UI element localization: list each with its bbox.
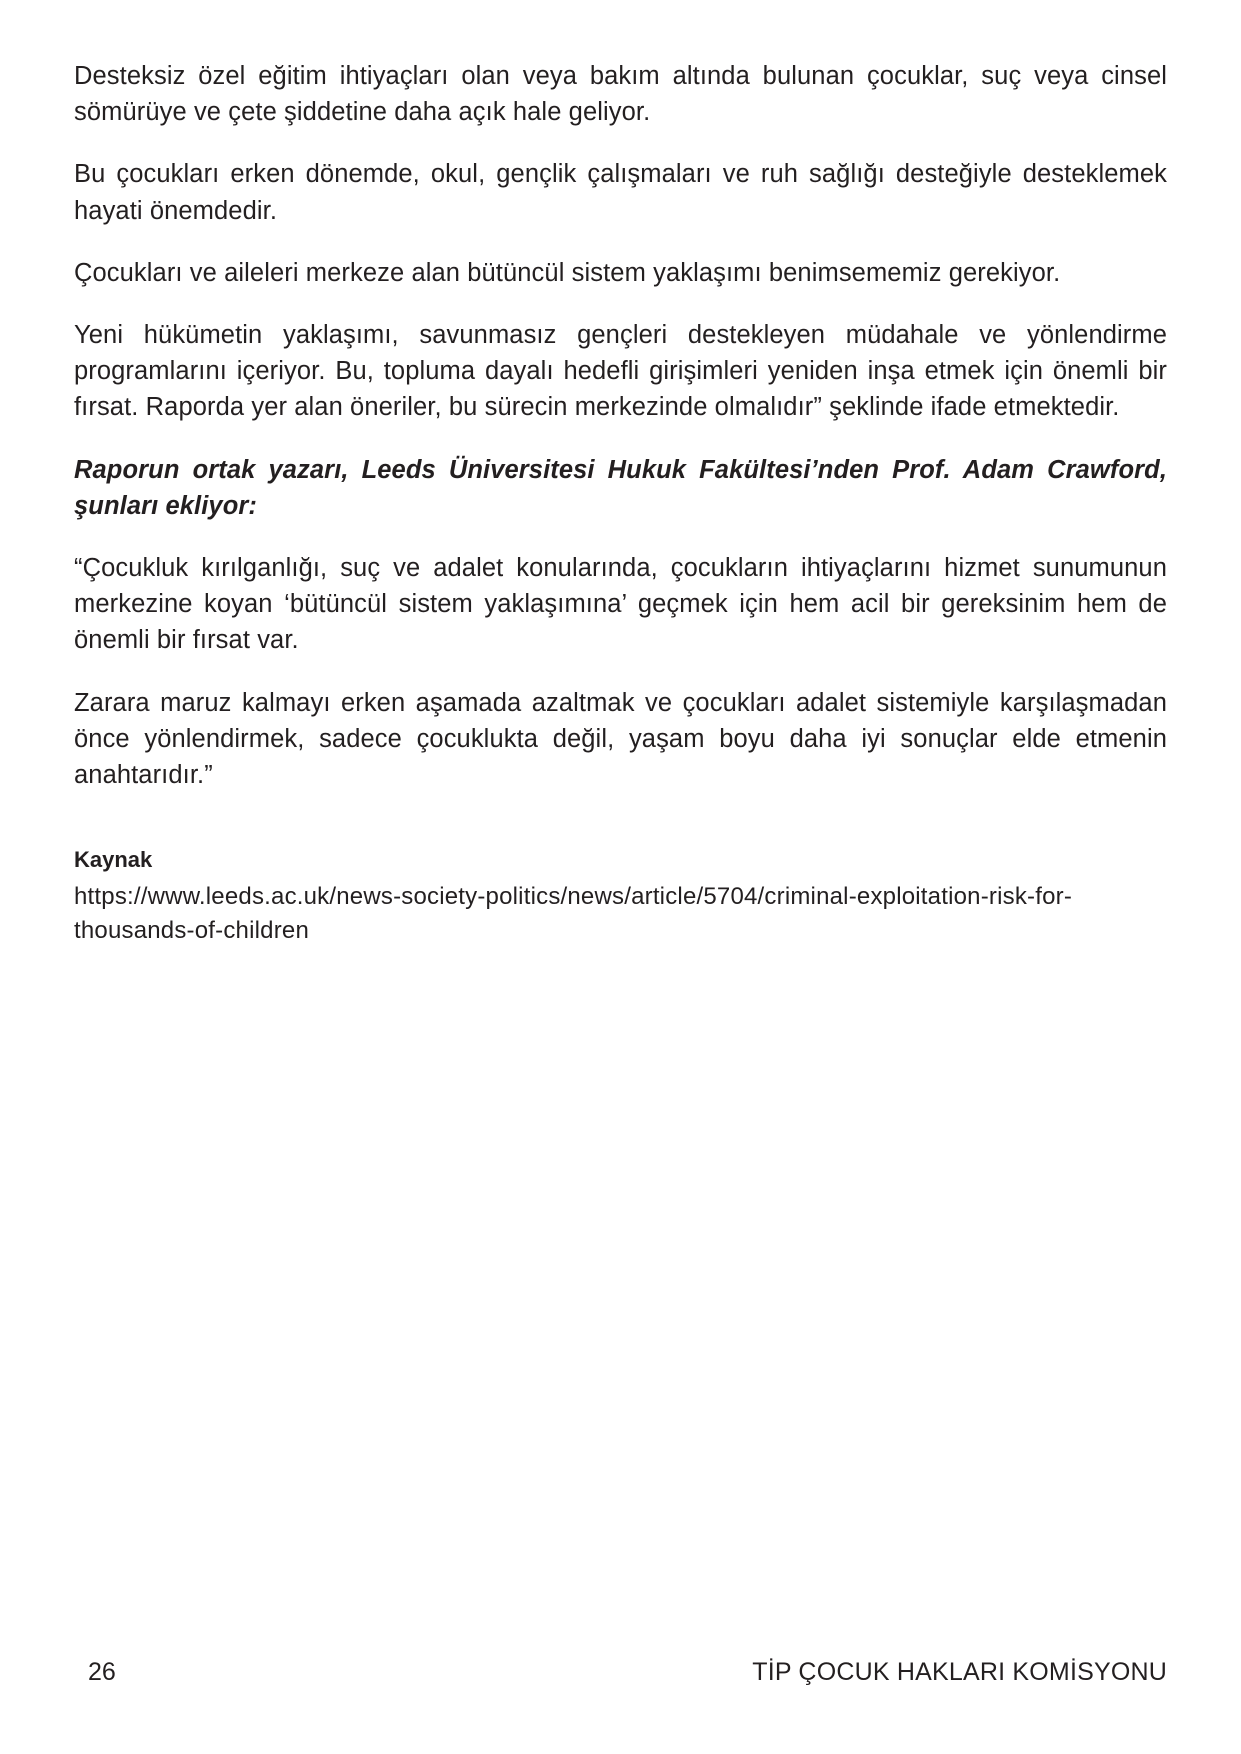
paragraph-4: Yeni hükümetin yaklaşımı, savunmasız gençleri destekleyen müdahale ve yönlendirme programlarını içeriyor. Bu, topluma dayalı hedefli girişimleri yeniden inşa etmek için önemli bir fırsat. Raporda yer alan öneriler, bu sürecin merkezinde olmalıdır” şeklinde ifade etmektedir. [74, 321, 1167, 422]
paragraph-5-attribution: Raporun ortak yazarı, Leeds Üniversitesi Hukuk Fakültesi’nden Prof. Adam Crawford, şunları ekliyor: [74, 455, 1167, 520]
paragraph-1: Desteksiz özel eğitim ihtiyaçları olan veya bakım altında bulunan çocuklar, suç veya cinsel sömürüye ve çete şiddetine daha açık hale geliyor. [74, 62, 1167, 127]
source-label: Kaynak [74, 847, 153, 873]
paragraph-2: Bu çocukları erken dönemde, okul, gençlik çalışmaları ve ruh sağlığı desteğiyle desteklemek hayati önemdedir. [74, 160, 1167, 225]
footer-title: TİP ÇOCUK HAKLARI KOMİSYONU [752, 1658, 1167, 1686]
source-block [74, 845, 1167, 948]
page-footer [74, 1658, 1167, 1692]
source-url[interactable]: https://www.leeds.ac.uk/news-society-politics/news/article/5704/criminal-exploitation-risk-for-thousands-of-children [74, 883, 1073, 945]
paragraph-3: Çocukları ve aileleri merkeze alan bütüncül sistem yaklaşımı benimsememiz gerekiyor. [74, 258, 1061, 287]
page-number: 26 [88, 1658, 116, 1686]
paragraph-7-quote: Zarara maruz kalmayı erken aşamada azaltmak ve çocukları adalet sistemiyle karşılaşmadan önce yönlendirmek, sadece çocuklukta değil, yaşam boyu daha iyi sonuçlar elde etmenin anahtarıdır.” [74, 688, 1167, 790]
article-body [74, 58, 1167, 948]
paragraph-6-quote: “Çocukluk kırılganlığı, suç ve adalet konularında, çocukların ihtiyaçlarını hizmet sunumunun merkezine koyan ‘bütüncül sistem yaklaşımına’ geçmek için hem acil bir gereksinim hem de önemli bir fırsat var. [74, 554, 1167, 655]
